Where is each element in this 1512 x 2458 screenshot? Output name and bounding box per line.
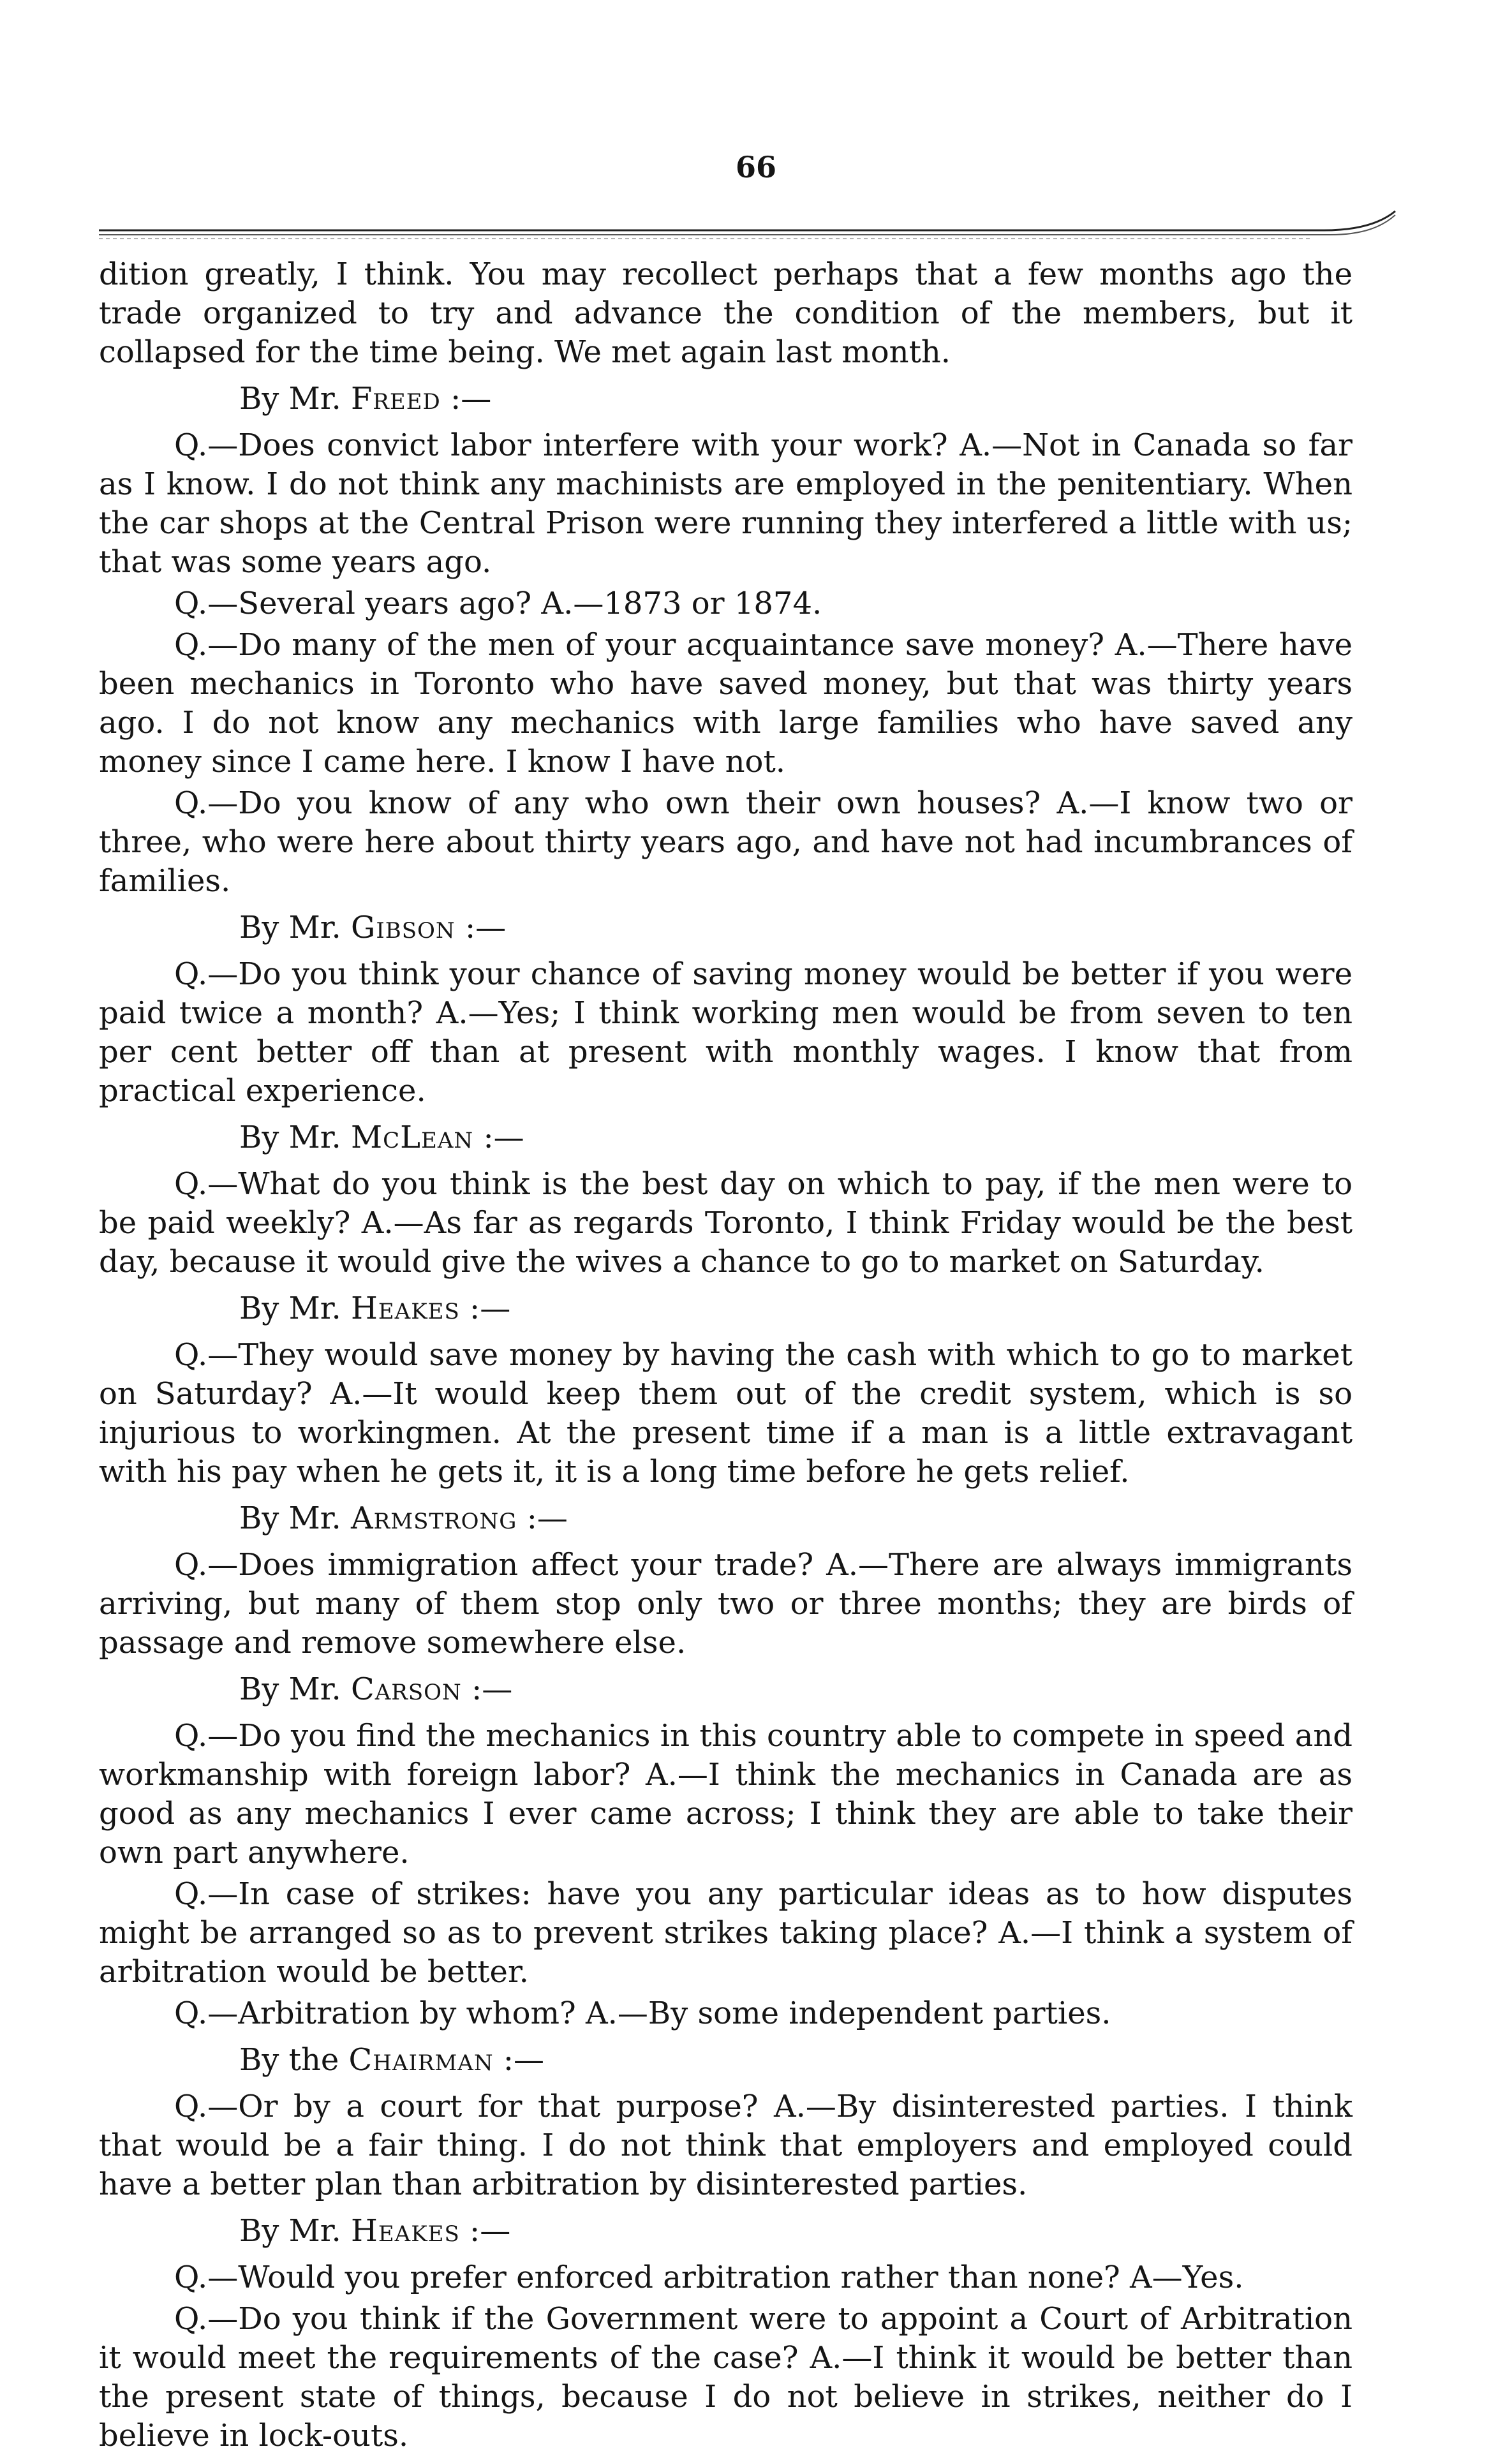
header-rule: [99, 207, 1397, 246]
speaker-suffix: :—: [450, 381, 492, 417]
speaker-heading: [99, 1289, 1353, 1328]
speaker-name: Freed: [351, 381, 441, 417]
qa-paragraph: Q.—Arbitration by whom? A.—By some independent parties.: [174, 1995, 1111, 2031]
speaker-suffix: :—: [470, 1291, 511, 1326]
speaker-suffix: :—: [526, 1500, 568, 1536]
speaker-name: Heakes: [351, 2213, 460, 2249]
speaker-prefix: By Mr.: [239, 2213, 341, 2249]
qa-paragraph: Q.—Do you find the mechanics in this country able to compete in speed and workmanship with foreign labor? A.—I think the mechanics in Canada are as good as any mechanics I ever came across; I think they are able to take their own part anywhere.: [99, 1718, 1353, 1870]
qa-paragraph: Q.—Or by a court for that purpose? A.—By disinterested parties. I think that would be a fair thing. I do not think that employers and employed could have a better plan than arbitration by disinterested parties.: [99, 2089, 1353, 2202]
speaker-name: Carson: [351, 1671, 462, 1707]
speaker-name: Gibson: [351, 910, 456, 945]
qa-paragraph: Q.—Does immigration affect your trade? A.—There are always immigrants arriving, but many of them stop only two or three months; they are birds of passage and remove somewhere else.: [99, 1547, 1353, 1661]
speaker-prefix: By Mr.: [239, 381, 341, 417]
speaker-prefix: By Mr.: [239, 1120, 341, 1155]
speaker-suffix: :—: [471, 1671, 513, 1707]
speaker-heading: [99, 1670, 1353, 1709]
qa-paragraph: Q.—What do you think is the best day on which to pay, if the men were to be paid weekly? A.—As far as regards Toronto, I think Friday would be the best day, because it would give the wives a chance to go to market on Saturday.: [99, 1166, 1353, 1280]
qa-paragraph: Q.—Would you prefer enforced arbitration rather than none? A—Yes.: [174, 2260, 1244, 2295]
speaker-suffix: :—: [503, 2042, 545, 2078]
page-number: 66: [735, 150, 776, 184]
qa-paragraph: Q.—Do you know of any who own their own houses? A.—I know two or three, who were here about thirty years ago, and have not had incumbrances of families.: [99, 785, 1353, 899]
speaker-name: Chairman: [348, 2042, 494, 2078]
speaker-name: Heakes: [351, 1291, 460, 1326]
qa-paragraph: Q.—Do you think if the Government were to appoint a Court of Arbitration it would meet the requirements of the case? A.—I think it would be better than the present state of things, because I do not believe in strikes, neither do I believe in lock-outs.: [99, 2301, 1353, 2454]
qa-paragraph: Q.—Do you think your chance of saving money would be better if you were paid twice a month? A.—Yes; I think working men would be from seven to ten per cent better off than at present with monthly wages. I know that from practical experience.: [99, 956, 1353, 1109]
speaker-prefix: By Mr.: [239, 1671, 341, 1707]
speaker-heading: [99, 2041, 1353, 2080]
speaker-suffix: :—: [483, 1120, 524, 1155]
qa-paragraph: Q.—Does convict labor interfere with your work? A.—Not in Canada so far as I know. I do not think any machinists are employed in the penitentiary. When the car shops at the Central Prison were running they interfered a little with us; that was some years ago.: [99, 427, 1353, 580]
speaker-suffix: :—: [464, 910, 507, 945]
speaker-suffix: :—: [470, 2213, 511, 2249]
speaker-prefix: By Mr.: [239, 1500, 341, 1536]
testimony-text: [99, 255, 1353, 2458]
qa-paragraph: Q.—In case of strikes: have you any particular ideas as to how disputes might be arranged so as to prevent strikes taking place? A.—I think a system of arbitration would be better.: [99, 1876, 1353, 1990]
qa-paragraph: Q.—Several years ago? A.—1873 or 1874.: [174, 586, 822, 621]
speaker-prefix: By Mr.: [239, 910, 341, 945]
speaker-heading: [99, 380, 1353, 418]
qa-paragraph: Q.—They would save money by having the cash with which to go to market on Saturday? A.—It would keep them out of the credit system, which is so injurious to workingmen. At the present time if a man is a little extravagant with his pay when he gets it, it is a long time before he gets relief.: [99, 1337, 1353, 1490]
speaker-heading: [99, 1499, 1353, 1538]
speaker-heading: [99, 1118, 1353, 1157]
speaker-name: Armstrong: [351, 1500, 517, 1536]
continued-paragraph: dition greatly, I think. You may recollect perhaps that a few months ago the trade organized to try and advance the condition of the members, but it collapsed for the time being. We met again last month.: [99, 256, 1353, 370]
speaker-heading: [99, 2212, 1353, 2251]
speaker-heading: [99, 908, 1353, 947]
qa-paragraph: Q.—Do many of the men of your acquaintance save money? A.—There have been mechanics in Toronto who have saved money, but that was thirty years ago. I do not know any mechanics with large families who have saved any money since I came here. I know I have not.: [99, 627, 1353, 780]
speaker-prefix: By Mr.: [239, 1291, 341, 1326]
speaker-name: McLean: [351, 1120, 474, 1155]
speaker-prefix: By the: [239, 2042, 339, 2078]
